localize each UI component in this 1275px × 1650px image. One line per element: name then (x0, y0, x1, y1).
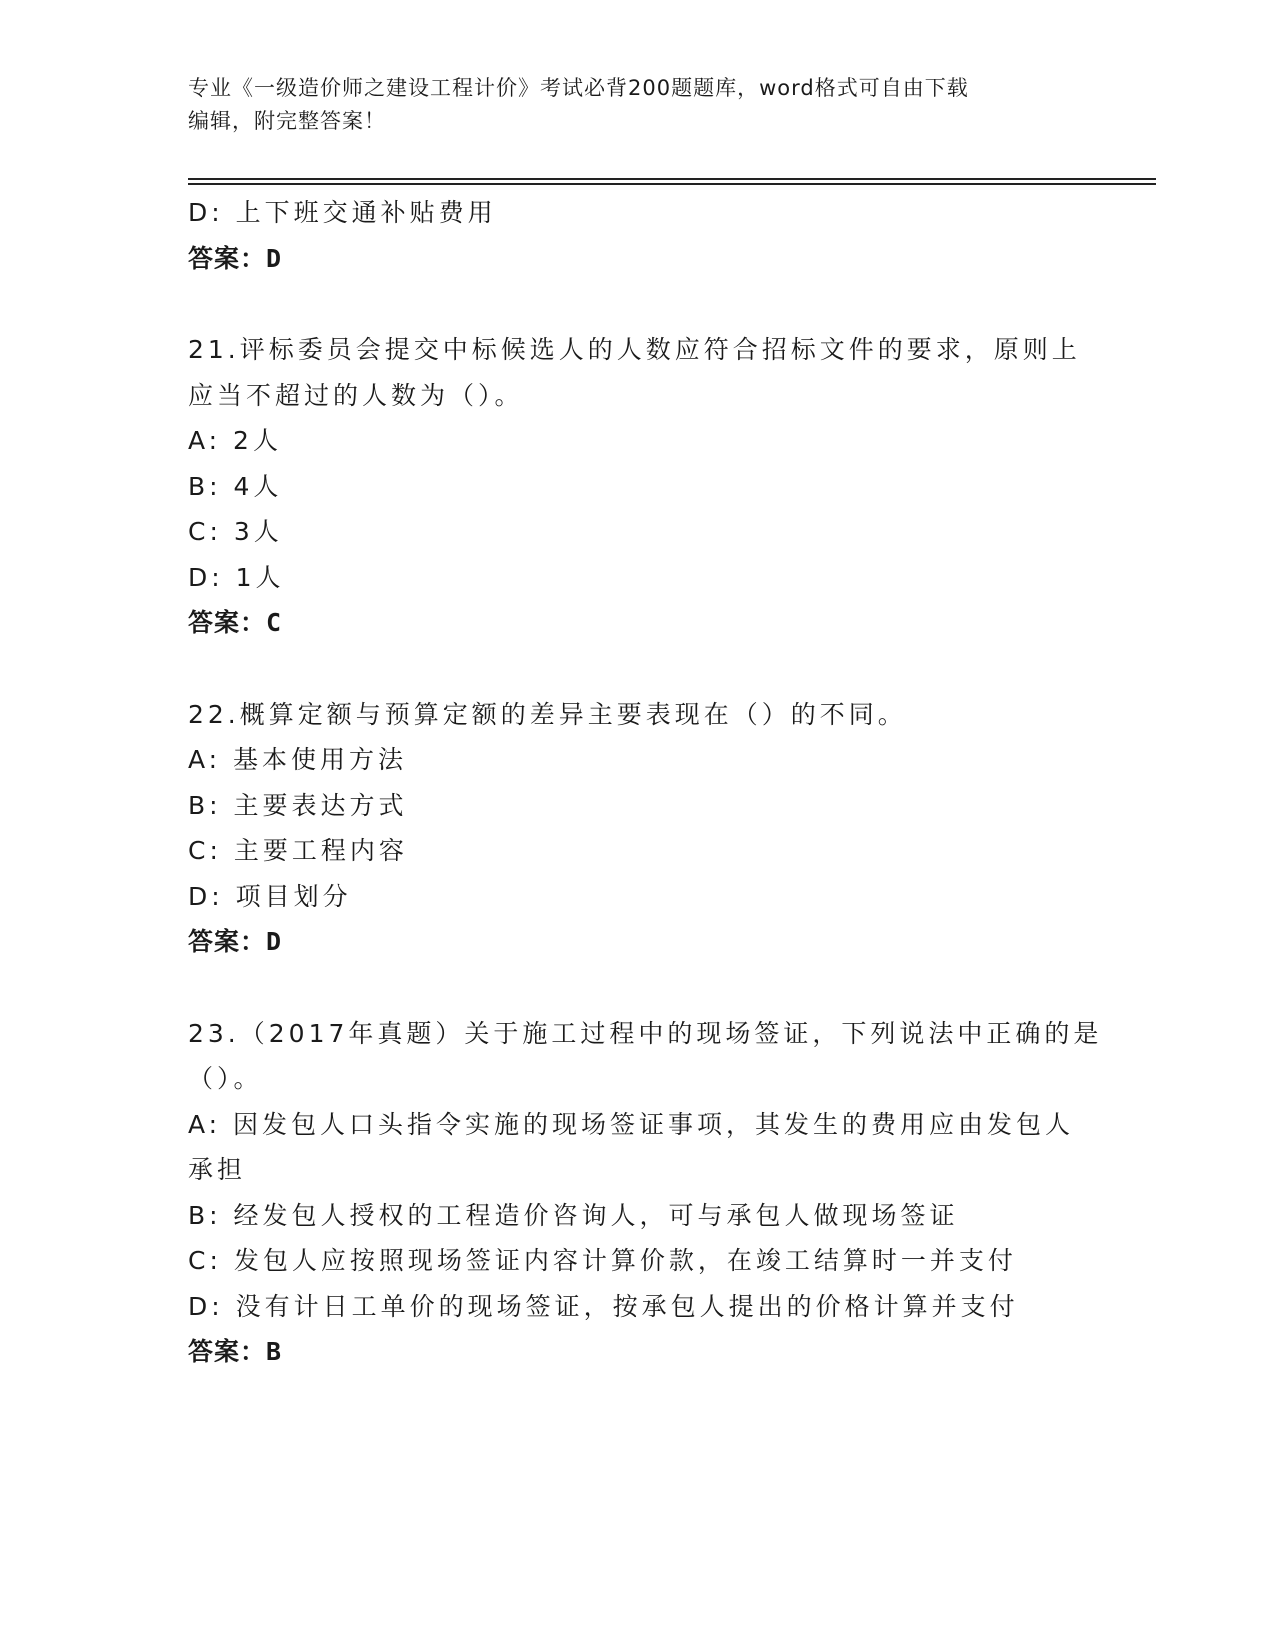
question-23 (188, 1011, 1103, 1375)
answer-line: 答案：B (188, 1337, 283, 1366)
option-c: C: 发包人应按照现场签证内容计算价款，在竣工结算时一并支付 (188, 1246, 1017, 1275)
option-d: D: 没有计日工单价的现场签证，按承包人提出的价格计算并支付 (188, 1291, 1019, 1321)
question-stem-line-1: 23.（2017年真题）关于施工过程中的现场签证，下列说法中正确的是 (188, 1018, 1103, 1048)
question-stem-line-1: 21.评标委员会提交中标候选人的人数应符合招标文件的要求，原则上 (188, 335, 1081, 364)
header-rule-bottom (188, 183, 1156, 185)
answer-line: 答案：C (188, 608, 283, 637)
question-stem-line-1: 22.概算定额与预算定额的差异主要表现在（）的不同。 (188, 699, 907, 729)
option-a-continued: 承担 (188, 1155, 247, 1184)
option-d: D: 1人 (188, 562, 285, 592)
answer-line: 答案：D (188, 927, 283, 956)
question-21 (188, 327, 1081, 646)
option-d: D: 项目划分 (188, 881, 352, 911)
option-c: C: 3人 (188, 517, 283, 546)
option-a: A: 2人 (188, 426, 282, 455)
question-stem-line-2: （）。 (188, 1064, 263, 1093)
question-stem-line-2: 应当不超过的人数为（）。 (188, 380, 524, 410)
header-line-1: 专业《一级造价师之建设工程计价》考试必背200题题库，word格式可自由下载 (188, 76, 969, 100)
option-b: B: 经发包人授权的工程造价咨询人，可与承包人做现场签证 (188, 1200, 959, 1230)
option-a: A: 基本使用方法 (188, 745, 408, 774)
option-b: B: 4人 (188, 471, 283, 501)
answer-line: 答案：D (188, 243, 283, 273)
option-b: B: 主要表达方式 (188, 790, 408, 820)
option-d: D: 上下班交通补贴费用 (188, 198, 497, 227)
question-content (188, 190, 1103, 1375)
option-c: C: 主要工程内容 (188, 836, 408, 865)
previous-question-tail (188, 190, 1078, 281)
option-a: A: 因发包人口头指令实施的现场签证事项，其发生的费用应由发包人 (188, 1109, 1075, 1139)
header-line-2: 编辑，附完整答案！ (188, 109, 386, 133)
page-header (188, 72, 1068, 138)
question-22 (188, 692, 1078, 965)
header-rule-top (188, 178, 1156, 180)
